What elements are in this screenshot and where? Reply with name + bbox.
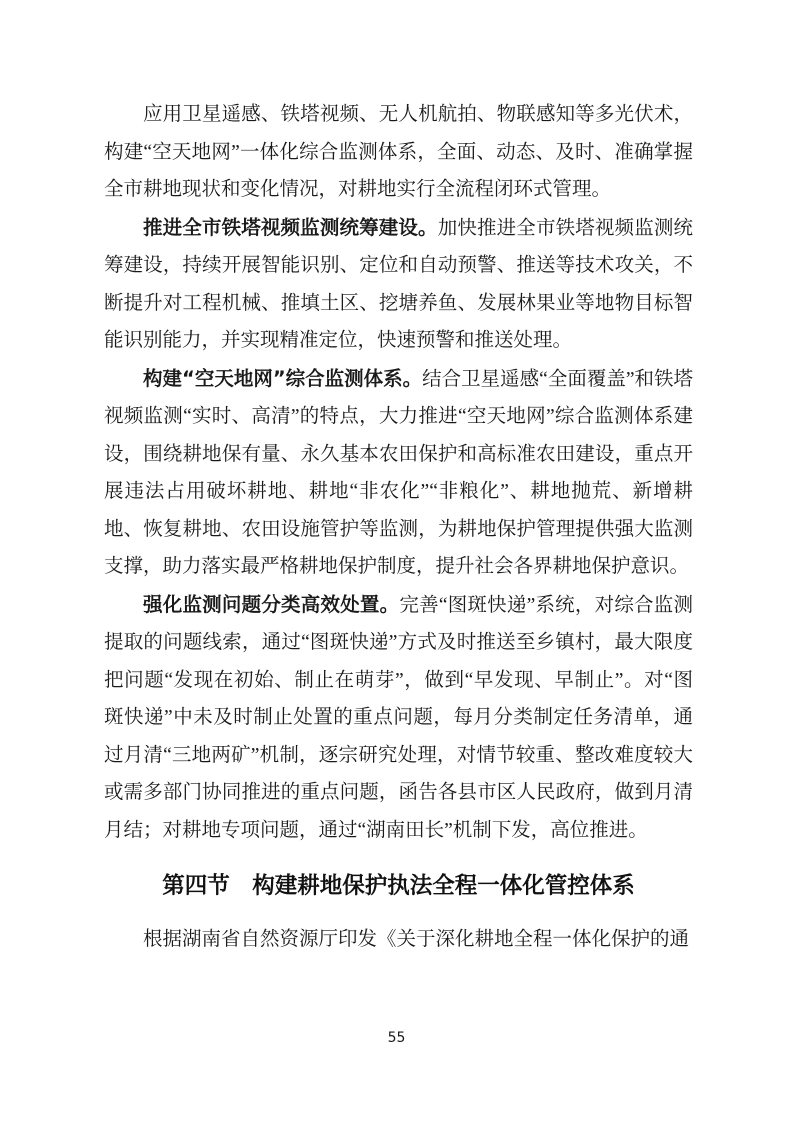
paragraph-integrated-system-lead: 构建“空天地网”综合监测体系。 [143, 366, 423, 390]
paragraph-problem-handling-text: 完善“图斑快递”系统，对综合监测提取的问题线索，通过“图斑快递”方式及时推送至乡镇村，最大限度把问题“发现在初始、制止在萌芽”，做到“早发现、早制止”。对“图斑快递”中未及时制止处置的重点问题，每月分类制定任务清单，通过月清“三地两矿”机制，逐宗研究处理，对情节较重、整改难度较大或需多部门协同推进的重点问题，函告各县市区人民政府，做到月清月结；对耕地专项问题，通过“湖南田长”机制下发，高位推进。 [104, 594, 693, 841]
paragraph-satellite-monitoring [104, 96, 693, 209]
section-heading: 第四节 构建耕地保护执法全程一体化管控体系 [162, 873, 635, 899]
paragraph-satellite-monitoring-text: 应用卫星遥感、铁塔视频、无人机航拍、物联感知等多光伏术，构建“空天地网”一体化综合监测体系，全面、动态、及时、准确掌握全市耕地现状和变化情况，对耕地实行全流程闭环式管理。 [104, 104, 693, 200]
paragraph-integrated-system [104, 360, 693, 586]
paragraph-integrated-system-text: 结合卫星遥感“全面覆盖”和铁塔视频监测“实时、高清”的特点，大力推进“空天地网”综合监测体系建设，围绕耕地保有量、永久基本农田保护和高标准农田建设，重点开展违法占用破坏耕地、耕地“非农化”“非粮化”、耕地抛荒、新增耕地、恢复耕地、农田设施管护等监测，为耕地保护管理提供强大监测支撑，助力落实最严格耕地保护制度，提升社会各界耕地保护意识。 [104, 368, 693, 577]
paragraph-tower-video-text: 加快推进全市铁塔视频监测统筹建设，持续开展智能识别、定位和自动预警、推送等技术攻关，不断提升对工程机械、推填土区、挖塘养鱼、发展林果业等地物目标智能识别能力，并实现精准定位，快速预警和推送处理。 [104, 217, 693, 351]
page-content [104, 96, 693, 959]
paragraph-problem-handling-lead: 强化监测问题分类高效处置。 [143, 592, 400, 616]
page-number: 55 [387, 1030, 406, 1046]
paragraph-tower-video-lead: 推进全市铁塔视频监测统筹建设。 [143, 215, 438, 239]
paragraph-tower-video [104, 209, 693, 360]
paragraph-problem-handling [104, 586, 693, 850]
paragraph-hunan-notice [104, 921, 693, 959]
paragraph-hunan-notice-text: 根据湖南省自然资源厅印发《关于深化耕地全程一体化保护的通 [143, 929, 690, 950]
